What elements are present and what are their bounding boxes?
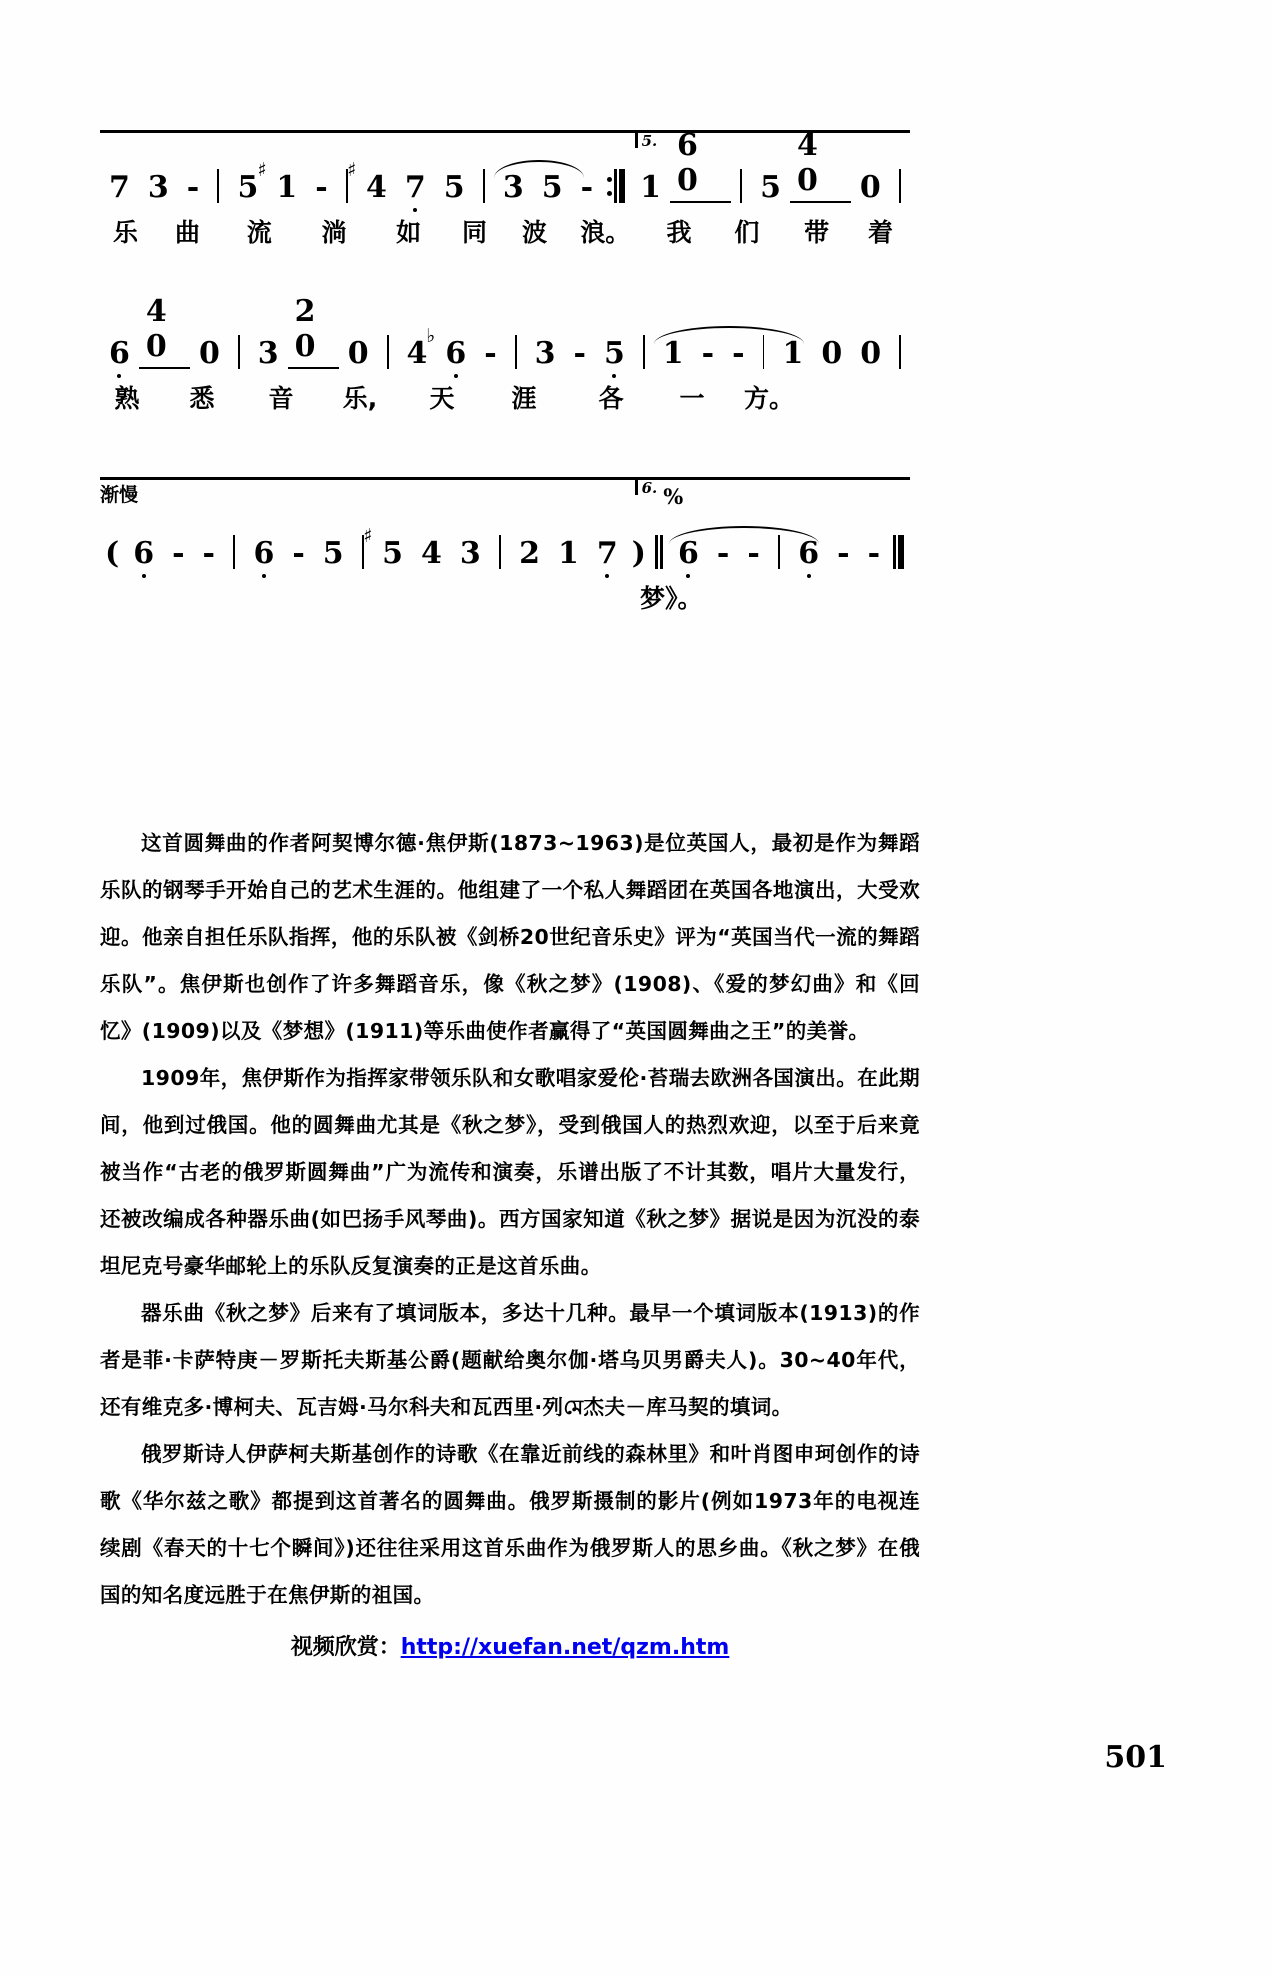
note: 5 [322,536,344,571]
lyric-syllable: 们 [734,218,760,247]
paragraph-4: 俄罗斯诗人伊萨柯夫斯基创作的诗歌《在靠近前线的森林里》和叶肖图申珂创作的诗歌《华尔兹之歌》都提到这首著名的圆舞曲。俄罗斯摄制的影片(例如1973年的电视连续剧《春天的十七个瞬间》)还往往采用这首乐曲作为俄罗斯人的思乡曲。《秋之梦》在俄国的知名度远胜于在焦伊斯的祖国。 [100,1442,920,1607]
barline-thick [619,169,625,203]
stave-3-lyrics [100,579,910,617]
lyric-syllable: 熟 [114,384,140,413]
lyric-syllable: 天 [429,384,455,413]
note: 7 [109,170,130,205]
stave-3-notes [100,509,910,569]
paren-open: ( [105,536,120,571]
note: 3 [459,536,481,571]
barline-thin [660,535,663,569]
note: 4 [406,336,428,371]
repeat-end-sign [606,169,627,203]
beam-group [288,294,339,369]
note: 4 [145,294,167,329]
note: 3 [147,170,169,205]
lyric-syllable: 波 [522,218,548,247]
barline [233,535,235,569]
note-dash: - [701,336,715,371]
tempo-marking-rallentando: 渐慢 [100,484,139,506]
lyric-syllable: 一 [679,384,705,413]
note: 0 [347,336,369,371]
lyric-syllable: 流 [246,218,272,247]
note-sharp: ♯ 1 [257,159,298,205]
barline [899,335,901,369]
barline [387,335,389,369]
note-low-octave: 5 [595,339,634,369]
lyric-syllable: 涯 [511,384,537,413]
note-low-octave: 6 [244,539,283,569]
note: 1 [782,336,804,371]
barline [483,169,485,203]
note: 2 [294,294,316,329]
note-low-octave: 6 [100,339,139,369]
barline [238,335,240,369]
volta-label-6: 6. [641,479,658,497]
barline [899,169,901,203]
sharp-icon: ♯ [346,159,357,181]
lyric-syllable: 我 [666,218,692,247]
note: 1 [640,170,661,205]
lyric-syllable: 乐, [342,384,378,413]
sharp-icon: ♯ [257,159,267,181]
video-link-line [100,1630,920,1661]
note: 0 [860,336,882,371]
lyric-syllable: 浪。 [580,218,631,247]
sharp-icon: ♯ [363,525,373,547]
note-sharp: ♯ 5 [363,525,403,571]
paragraph-2: 1909年，焦伊斯作为指挥家带领乐队和女歌唱家爱伦·苔瑞去欧洲各国演出。在此期间，他到过俄国。他的圆舞曲尤其是《秋之梦》，受到俄国人的热烈欢迎，以至于后来竟被当作“古老的俄罗斯圆舞曲”广为流传和演奏，乐谱出版了不计其数，唱片大量发行，还被改编成各种器乐曲(如巴扬手风琴曲)。西方国家知道《秋之梦》据说是因为沉没的泰坦尼克号豪华邮轮上的乐队反复演奏的正是这首乐曲。 [100,1066,920,1278]
final-barline [893,535,906,569]
lyric-syllable: 方。 [743,384,794,413]
note-dash: - [747,536,760,571]
note: 5 [237,170,259,205]
note-dash: - [580,170,594,205]
paragraph-1: 这首圆舞曲的作者阿契博尔德·焦伊斯(1873~1963)是位英国人，最初是作为舞蹈乐队的钢琴手开始自己的艺术生涯的。他组建了一个私人舞蹈团在英国各地演出，大受欢迎。他亲自担任乐队指挥，他的乐队被《剑桥20世纪音乐史》评为“英国当代一流的舞蹈乐队”。焦伊斯也创作了许多舞蹈音乐，像《秋之梦》(1908)、《爱的梦幻曲》和《回忆》(1909)以及《梦想》(1911)等乐曲使作者赢得了“英国圆舞曲之王”的美誉。 [100,831,920,1043]
double-barline [655,535,665,569]
lyric-syllable: 音 [268,384,294,413]
lyric-syllable: 曲 [174,218,200,247]
note: 5 [760,170,781,205]
note-low-octave-slurred: 6 [669,539,708,569]
note-low-octave: 7 [396,173,435,203]
note-low-octave: 6 [124,539,163,569]
note: 0 [145,329,167,364]
note-low-octave: 7 [588,539,627,569]
note-slurred: 1 [654,339,693,369]
lyric-syllable: 各 [598,384,624,413]
note-dash: - [732,336,745,371]
stave-2-notes [100,294,910,371]
note: 4 [796,128,818,163]
stave-3 [100,477,910,617]
barline [740,169,742,203]
note: 0 [859,170,881,205]
note: 6 [676,128,698,163]
note: 0 [821,336,843,371]
lyric-syllable: 如 [396,218,422,247]
barline-thin [893,535,896,569]
video-url-link[interactable]: http://xuefan.net/qzm.htm [400,1635,730,1660]
flat-icon: ♭ [426,325,436,347]
note-slurred: 3 [494,173,533,203]
note: 5 [443,170,465,205]
note: 5 [541,170,563,205]
note-dash: - [573,336,586,371]
lyric-syllable: 悉 [189,384,215,413]
article-body [100,820,920,1619]
barline-thick [898,535,904,569]
stave-2-lyrics [100,379,910,417]
barline [499,535,501,569]
note-dash: - [837,536,850,571]
note: 0 [294,329,316,364]
note-flat: ♭ 6 [436,339,475,369]
note: 4 [420,536,442,571]
stave-3-volta-bracket [635,477,910,495]
note: 0 [198,336,220,371]
note: 0 [796,163,818,198]
lyric-syllable: 淌 [321,218,347,247]
page-number: 501 [1104,1740,1167,1775]
volta-label-5: 5. [641,132,658,150]
stave-1 [100,130,910,251]
paren-close: ) [631,536,646,571]
barline [217,169,219,203]
stave-2 [100,294,910,417]
note: 3 [534,336,556,371]
note-dash: - [484,336,497,371]
stave-1-lyrics [100,213,910,251]
beam-group [139,294,190,369]
music-notation-area [100,130,910,625]
note: 2 [519,536,541,571]
note: 3 [257,336,279,371]
note-low-octave: 6 [789,539,828,569]
lyric-syllable: 乐 [113,218,139,247]
note: 1 [558,536,579,571]
paragraph-3: 器乐曲《秋之梦》后来有了填词版本，多达十几种。最早一个填词版本(1913)的作者是菲·卡萨特庚－罗斯托夫斯基公爵(题献给奥尔伽·塔乌贝男爵夫人)。30~40年代，还有维克多·博柯夫、瓦吉姆·马尔科夫和瓦西里·列মে杰夫－库马契的填词。 [100,1301,920,1419]
lyric-syllable: 同 [462,218,488,247]
note: 0 [676,163,698,198]
lyric-syllable: 着 [868,218,894,247]
repeat-dots-icon [606,169,614,203]
note-sharp: ♯ 4 [346,159,387,205]
barline [643,335,645,369]
lyric-syllable: 带 [804,218,830,247]
video-link-label: 视频欣赏： [290,1635,401,1660]
note-dash: - [186,170,200,205]
note-dash: - [202,536,215,571]
note-dash: - [867,536,881,571]
note-dash: - [292,536,305,571]
note-dash: - [172,536,185,571]
note-dash: - [315,170,328,205]
note-dash: - [716,536,730,571]
barline-thin [614,169,617,203]
lyric-syllable: 梦》。 [640,584,703,613]
segno-icon: % [663,484,684,509]
barline [515,335,517,369]
barline-thin [655,535,658,569]
